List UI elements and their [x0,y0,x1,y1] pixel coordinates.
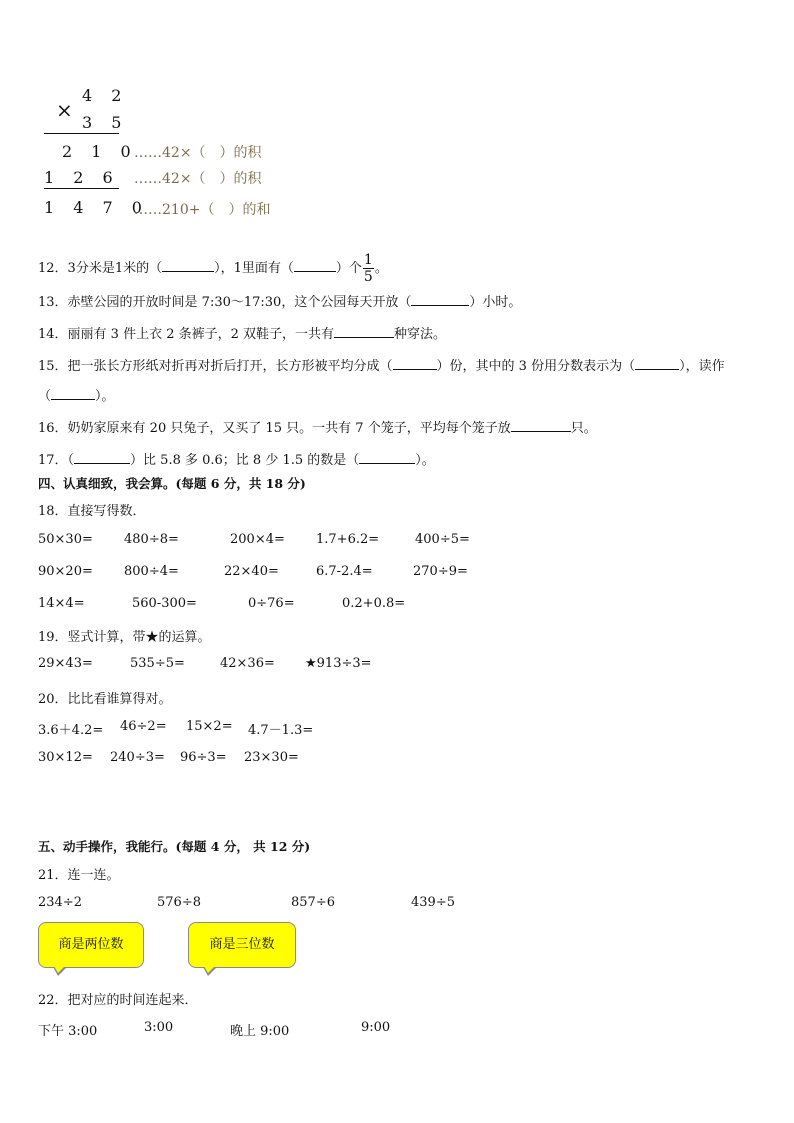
section-5-title: 五、动手操作，我能行。(每题 4 分， 共 12 分) [38,839,311,854]
q18-item: 200×4= [230,532,285,547]
callout-label: 商是两位数 [58,937,124,952]
question-19: 19．竖式计算，带★的运算。 [38,630,211,645]
q20-item: 23×30= [244,750,299,765]
question-18: 18．直接写得数． [38,504,146,519]
question-15 [38,355,725,374]
q17-blank-1[interactable] [74,450,130,464]
q21-item[interactable]: 576÷8 [157,895,201,910]
q17-text-b: ）比 5.8 多 0.6；比 8 少 1.5 的数是（ [130,453,360,468]
q20-item: 46÷2= [120,719,167,734]
q18-item: 0.2+0.8= [342,596,406,611]
q15-text-d: （ [38,389,52,404]
callout-tail-fill [54,966,65,973]
q20-item: 96÷3= [180,750,227,765]
note-3: ……210+（ ）的和 [134,202,271,218]
q18-item: 50×30= [38,532,93,547]
question-20: 20．比比看谁算得对。 [38,692,172,707]
q18-item: 560-300= [132,596,197,611]
q22-item[interactable]: 下午 3:00 [38,1024,98,1039]
q18-item: 800÷4= [124,564,179,579]
q12-blank-2[interactable] [294,258,336,272]
q21-item[interactable]: 234÷2 [38,895,82,910]
q22-item[interactable]: 晚上 9:00 [230,1024,290,1039]
q18-item: 400÷5= [415,532,470,547]
q15-blank-1[interactable] [393,356,437,370]
q18-item: 6.7-2.4= [316,564,373,579]
q15-blank-3[interactable] [51,386,95,400]
note-2: ……42×（ ）的积 [134,171,262,187]
q18-item: 90×20= [38,564,93,579]
partial-product-1: 2 1 0 [62,142,138,161]
q13-text-a: 13．赤壁公园的开放时间是 7:30～17:30，这个公园每天开放（ [38,295,412,310]
q21-item[interactable]: 857÷6 [291,895,335,910]
q19-item: 42×36= [220,656,275,671]
callout-label: 商是三位数 [209,937,275,952]
q20-item: 30×12= [38,750,93,765]
q18-item: 480÷8= [124,532,179,547]
q22-item[interactable]: 9:00 [361,1020,391,1035]
q12-text-d: 。 [374,261,388,276]
q18-item: 0÷76= [248,596,295,611]
fraction-one-fifth [363,253,374,284]
fraction-denominator: 5 [363,269,373,285]
question-15-cont [38,385,115,404]
q22-item[interactable]: 3:00 [144,1020,174,1035]
q21-item[interactable]: 439÷5 [411,895,455,910]
section-4-title: 四、认真细致，我会算。(每题 6 分，共 18 分) [38,476,306,491]
q20-item: 240÷3= [110,750,165,765]
callout-tail-fill [204,966,215,973]
q13-text-b: ）小时。 [469,295,522,310]
question-13 [38,291,521,310]
q18-item: 14×4= [38,596,85,611]
calc-rule-1 [44,133,119,134]
q12-text-a: 12．3分米是1米的（ [38,261,163,276]
final-product: 1 4 7 0 [44,198,149,217]
q14-blank[interactable] [334,324,394,338]
q16-text-b: 只。 [570,421,597,436]
q15-blank-2[interactable] [635,356,679,370]
partial-product-2: 1 2 6 [44,168,120,187]
q15-text-b: ）份，其中的 3 份用分数表示为（ [436,359,636,374]
callout-three-digit-quotient[interactable] [188,922,296,968]
multiplier: 3 5 [82,113,129,132]
q16-text-a: 16．奶奶家原来有 20 只兔子，又买了 15 只。一共有 7 个笼子，平均每个笼子放 [38,421,511,436]
q15-text-c: ），读作 [679,359,725,374]
q12-text-b: ），1里面有（ [214,261,294,276]
q14-text-a: 14．丽丽有 3 件上衣 2 条裤子，2 双鞋子，一共有 [38,327,335,342]
fraction-numerator: 1 [363,252,373,268]
q17-text-a: 17．（ [38,453,75,468]
q19-item: 29×43= [38,656,93,671]
question-16 [38,417,597,436]
q17-text-c: ）。 [415,453,435,468]
q15-text-e: ）。 [95,389,115,404]
question-22: 22．把对应的时间连起来． [38,993,198,1008]
q20-item: 4.7－1.3= [248,723,314,738]
q19-item: 535÷5= [130,656,185,671]
question-14 [38,323,446,342]
question-12 [38,253,388,284]
q13-blank[interactable] [411,292,469,306]
q17-blank-2[interactable] [359,450,415,464]
q20-item: 15×2= [186,719,233,734]
q12-blank-1[interactable] [162,258,214,272]
q19-item: ★913÷3= [305,656,372,671]
q12-text-c: ）个 [335,261,362,276]
calc-rule-2 [44,188,119,189]
q14-text-b: 种穿法。 [394,327,447,342]
question-17 [38,449,435,468]
q18-item: 270÷9= [413,564,468,579]
q18-item: 1.7+6.2= [316,532,380,547]
q15-text-a: 15．把一张长方形纸对折再对折后打开，长方形被平均分成（ [38,359,393,374]
multiplicand: 4 2 [82,86,129,105]
q16-blank[interactable] [511,418,571,432]
q18-item: 22×40= [224,564,279,579]
times-sign: × [56,98,73,122]
note-1: ……42×（ ）的积 [134,145,262,161]
callout-two-digit-quotient[interactable] [38,922,144,968]
q20-item: 3.6＋4.2= [38,723,104,738]
question-21: 21．连一连。 [38,868,120,883]
